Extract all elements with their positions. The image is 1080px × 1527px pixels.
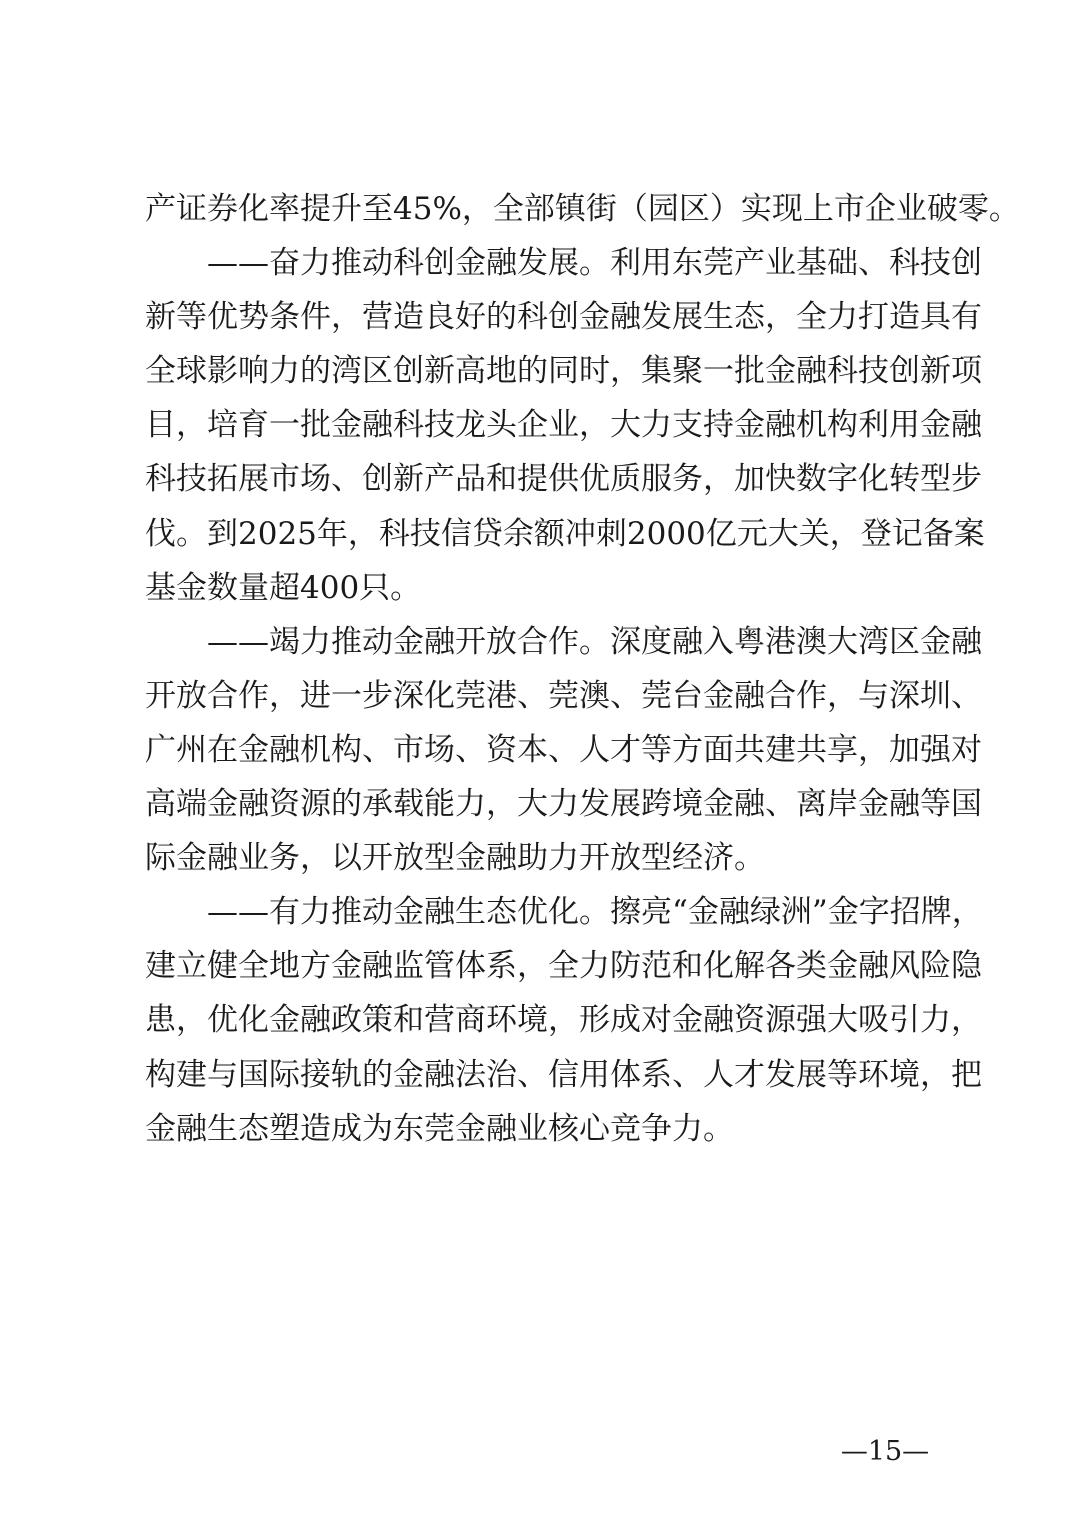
- text-line: 广州在金融机构、市场、资本、人才等方面共建共享，加强对: [145, 731, 982, 768]
- paragraph-start-line: ——奋力推动科创金融发展。利用东莞产业基础、科技创: [207, 245, 982, 282]
- text-line: 新等优势条件，营造良好的科创金融发展生态，全力打造具有: [145, 299, 982, 336]
- text-line: 开放合作，进一步深化莞港、莞澳、莞台金融合作，与深圳、: [145, 677, 982, 714]
- body-text: [145, 182, 1020, 1156]
- text-line: 伐。到2025年，科技信贷余额冲刺2000亿元大关，登记备案: [145, 515, 985, 552]
- text-line: 产证券化率提升至45%，全部镇街（园区）实现上市企业破零。: [145, 191, 1020, 227]
- text-line: 患，优化金融政策和营商环境，形成对金融资源强大吸引力，: [145, 1002, 982, 1039]
- paragraph-start-line: ——竭力推动金融开放合作。深度融入粤港澳大湾区金融: [207, 623, 982, 660]
- text-line: 全球影响力的湾区创新高地的同时，集聚一批金融科技创新项: [145, 353, 982, 390]
- text-line: 目，培育一批金融科技龙头企业，大力支持金融机构利用金融: [145, 407, 982, 444]
- text-line: 科技拓展市场、创新产品和提供优质服务，加快数字化转型步: [145, 461, 982, 498]
- text-line: 建立健全地方金融监管体系，全力防范和化解各类金融风险隐: [145, 948, 982, 985]
- paragraph-end-line: 际金融业务，以开放型金融助力开放型经济。: [145, 840, 765, 877]
- page-number: —15—: [840, 1436, 930, 1467]
- text-line: 构建与国际接轨的金融法治、信用体系、人才发展等环境，把: [145, 1056, 982, 1093]
- paragraph-end-line: 金融生态塑造成为东莞金融业核心竞争力。: [145, 1110, 734, 1147]
- paragraph-end-line: 基金数量超400只。: [145, 569, 422, 606]
- paragraph-start-line: ——有力推动金融生态优化。擦亮“金融绿洲”金字招牌，: [207, 894, 983, 931]
- text-line: 高端金融资源的承载能力，大力发展跨境金融、离岸金融等国: [145, 786, 982, 823]
